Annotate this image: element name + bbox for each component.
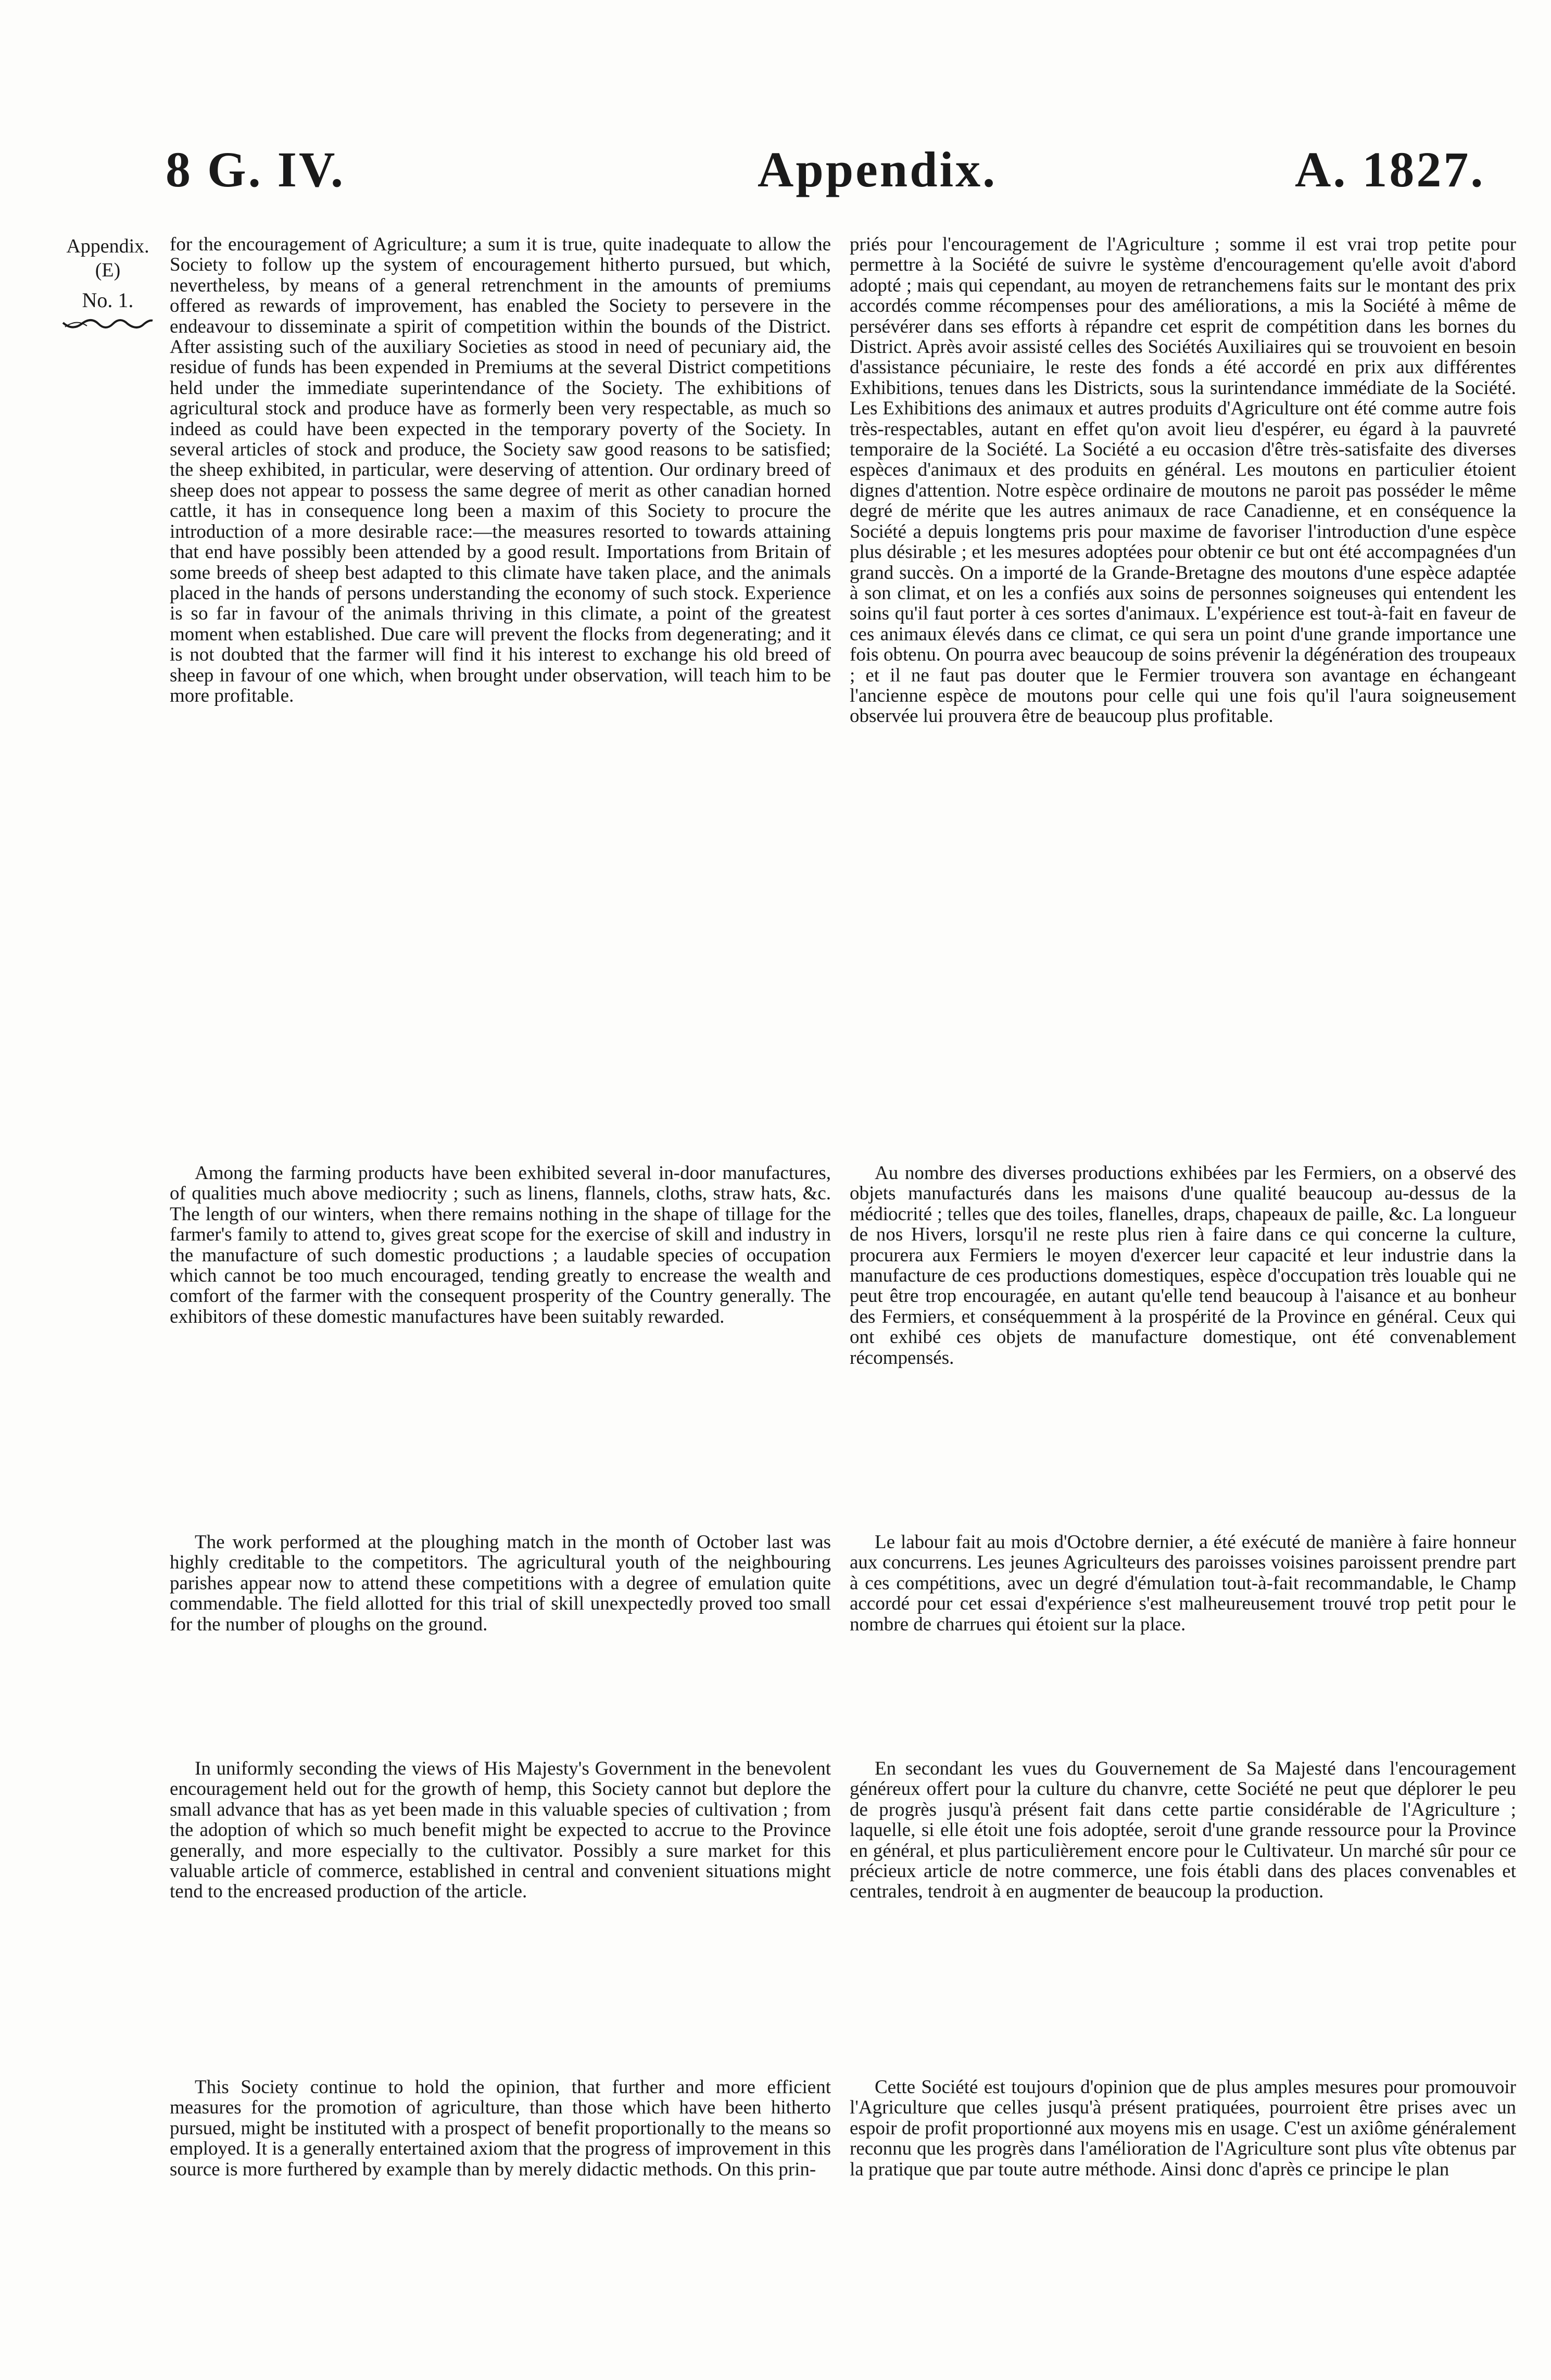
french-column-block-3 — [850, 1532, 1516, 1635]
margin-appendix-label: Appendix. — [66, 235, 149, 257]
page-title: Appendix. — [758, 142, 998, 197]
margin-appendix-letter: (E) — [95, 259, 121, 281]
margin-note — [48, 234, 168, 332]
english-paragraph: This Society continue to hold the opinion, that further and more efficient measures for the promotion of agriculture, than those which have been hitherto pursued, might be instituted with a prospect of benefit proportionally to the means so employed. It is a generally entertained axiom that the progress of improvement in this source is more furthered by example than by merely didactic methods. On this prin- — [170, 2077, 831, 2180]
english-column-block-4 — [170, 1758, 831, 1902]
session-reference: 8 G. IV. — [166, 142, 345, 197]
french-paragraph: priés pour l'encouragement de l'Agriculture ; somme il est vrai trop petite pour permettre à la Société de suivre le système d'encouragement qu'elle avoit d'abord adopté ; mais qui cependant, au moyen de retranchemens faits sur le montant des prix accordés comme récompenses pour des améliorations, a mis la Société à même de persévérer dans ses efforts à répandre cet esprit de compétition dans les bornes du District. Après avoir assisté celles des Sociétés Auxiliaires qui se trouvoient en besoin d'assistance pécuniaire, le reste des fonds a été accordé en prix aux différentes Exhibitions, tenues dans les Districts, sous la surintendance immédiate de la Société. Les Exhibitions des animaux et autres produits d'Agriculture ont été comme autre fois très-respectables, autant en effet qu'on avoit lieu d'espérer, eu égard à la pauvreté temporaire de la Société. La Société a eu occasion d'être très-satisfaite des diverses espèces d'animaux et des produits en général. Les moutons en particulier étoient dignes d'attention. Notre espèce ordinaire de moutons ne paroit pas posséder le même degré de mérite que les autres animaux de race Canadienne, et en conséquence la Société a depuis longtems pris pour maxime de favoriser l'introduction d'une espèce plus désirable ; et les mesures adoptées pour obtenir ce but ont été accompagnées d'un grand succès. On a importé de la Grande-Bretagne des moutons d'une espèce adaptée à son climat, et on les a confiés aux soins de personnes soigneuses qui entendent les soins qu'il faut porter à ces sortes d'animaux. L'expérience est tout-à-fait en faveur de ces animaux élevés dans ce climat, ce qui sera un point d'une grande importance une fois obtenu. On pourra avec beaucoup de soins prévenir la dégénération des troupeaux ; et il ne faut pas douter que le Fermier trouvera son avantage en échangeant l'ancienne espèce de moutons pour celle qui une fois qu'il l'aura soigneusement observée lui prouvera être de beaucoup plus profitable. — [850, 234, 1516, 727]
french-column-block-4 — [850, 1758, 1516, 1902]
french-column-block-1 — [850, 234, 1516, 727]
french-column-block-5 — [850, 2077, 1516, 2180]
english-paragraph: In uniformly seconding the views of His Majesty's Government in the benevolent encouragement held out for the growth of hemp, this Society cannot but deplore the small advance that has as yet been made in this valuable species of cultivation ; from the adoption of which so much benefit might be expected to accrue to the Province generally, and more especially to the cultivator. Possibly a sure market for this valuable article of commerce, established in central and convenient situations might tend to the encreased production of the article. — [170, 1758, 831, 1903]
french-paragraph: Cette Société est toujours d'opinion que de plus amples mesures pour promouvoir l'Agriculture que celles jusqu'à présent pratiquées, pourroient être prises avec un espoir de profit proportionné aux moyens mis en usage. C'est un axiôme généralement reconnu que les progrès dans l'amélioration de l'Agriculture sont plus vîte obtenus par la pratique que par toute autre méthode. Ainsi donc d'après ce principe le plan — [850, 2077, 1516, 2180]
french-paragraph: En secondant les vues du Gouvernement de Sa Majesté dans l'encouragement généreux offert pour la culture du chanvre, cette Société ne peut que déplorer le peu de progrès jusqu'à présent fait dans cette partie considérable de l'Agriculture ; laquelle, si elle étoit une fois adoptée, seroit d'une grande ressource pour la Province en général, et plus particulièrement encore pour le Cultivateur. Un marché sûr pour ce précieux article de notre commerce, une fois établi dans des places convenables et centrales, tendroit à en augmenter de beaucoup la production. — [850, 1758, 1516, 1903]
french-paragraph: Le labour fait au mois d'Octobre dernier, a été exécuté de manière à faire honneur aux concurrens. Les jeunes Agriculteurs des paroisses voisines paroissent prendre part à ces compétitions, avec un degré d'émulation tout-à-fait recommandable, le Champ accordé pour cet essai d'expérience s'est malheureusement trouvé trop petit pour le nombre de charrues qui étoient sur la place. — [850, 1531, 1516, 1635]
english-column-block-2 — [170, 1163, 831, 1327]
english-paragraph: Among the farming products have been exhibited several in-door manufactures, of qualities much above mediocrity ; such as linens, flannels, cloths, straw hats, &c. The length of our winters, when there remains nothing in the shape of tillage for the farmer's family to attend to, gives great scope for the exercise of skill and industry in the manufacture of such domestic productions ; a laudable species of occupation which cannot be too much encouraged, tending greatly to encrease the wealth and comfort of the farmer with the consequent prosperity of the Country generally. The exhibitors of these domestic manufactures have been suitably rewarded. — [170, 1162, 831, 1327]
english-column-block-5 — [170, 2077, 831, 2180]
english-paragraph: for the encouragement of Agriculture; a sum it is true, quite inadequate to allow the Society to follow up the system of encouragement hitherto pursued, but which, nevertheless, by means of a general retrenchment in the amounts of premiums offered as rewards of improvement, has enabled the Society to persevere in the endeavour to disseminate a spirit of competition within the bounds of the District. After assisting such of the auxiliary Societies as stood in need of pecuniary aid, the residue of funds has been expended in Premiums at the several District competitions held under the immediate superintendance of the Society. The exhibitions of agricultural stock and produce have as formerly been very respectable, as much so indeed as could have been expected in the temporary poverty of the Society. In several articles of stock and produce, the Society saw good reasons to be satisfied; the sheep exhibited, in particular, were deserving of attention. Our ordinary breed of sheep does not appear to possess the same degree of merit as other canadian horned cattle, it has in consequence long been a maxim of this Society to procure the introduction of a more desirable race:—the measures resorted to towards attaining that end have possibly been attended by a good result. Importations from Britain of some breeds of sheep best adapted to this climate have taken place, and the animals placed in the hands of persons understanding the economy of such stock. Experience is so far in favour of the animals thriving in this climate, a point of the greatest moment when established. Due care will prevent the flocks from degenerating; and it is not doubted that the farmer will find it his interest to exchange his old breed of sheep in favour of one which, when brought under observation, will teach him to be more profitable. — [170, 234, 831, 706]
french-paragraph: Au nombre des diverses productions exhibées par les Fermiers, on a observé des objets manufacturés dans les maisons d'une qualité beaucoup au-dessus de la médiocrité ; telles que des toiles, flanelles, draps, chapeaux de paille, &c. La longueur de nos Hivers, lorsqu'il ne reste plus rien à faire dans ce qui concerne la culture, procurera aux Fermiers le moyen d'exercer leur capacité et leur industrie dans la manufacture de ces productions domestiques, espèce d'occupation très louable qui ne peut être trop encouragée, en autant qu'elle tend beaucoup à l'aisance et au bonheur des Fermiers, et conséquemment à la prospérité de la Province en général. Ceux qui ont exhibé ces objets de manufacture domestique, ont été convenablement récompensés. — [850, 1162, 1516, 1369]
year-reference: A. 1827. — [1295, 142, 1485, 197]
french-column-block-2 — [850, 1163, 1516, 1368]
english-column-block-1 — [170, 234, 831, 706]
english-paragraph: The work performed at the ploughing match in the month of October last was highly creditable to the competitors. The agricultural youth of the neighbouring parishes appear now to attend these competitions with a degree of emulation quite commendable. The field allotted for this trial of skill unexpectedly proved too small for the number of ploughs on the ground. — [170, 1531, 831, 1635]
english-column-block-3 — [170, 1532, 831, 1635]
margin-appendix-number: No. 1. — [82, 288, 134, 312]
flourish-ornament-icon — [61, 313, 155, 332]
running-head — [0, 141, 1551, 213]
